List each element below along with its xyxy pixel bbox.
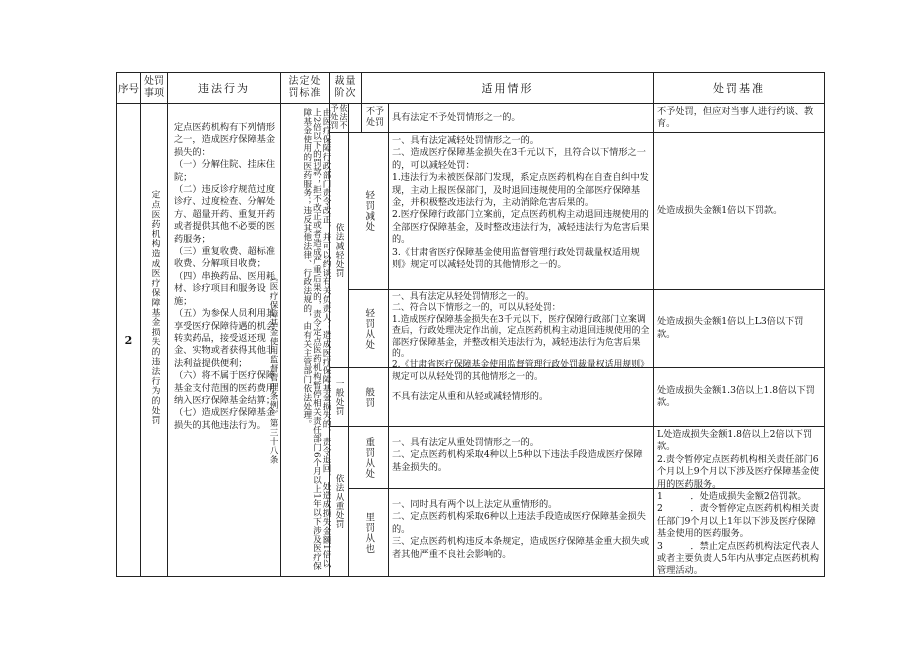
header-situation: 适用情形 bbox=[361, 72, 654, 104]
header-basis: 法定处罚标准 bbox=[280, 72, 330, 104]
standard-no-penalty: 不予处罚，但应对当事人进行约谈、教育。 bbox=[653, 103, 825, 133]
behavior-line: （三）重复收费、超标准收费、分解项目收费； bbox=[174, 246, 276, 270]
header-level: 裁量阶次 bbox=[329, 72, 362, 104]
level-sub-no-penalty: 不予处罚 bbox=[361, 103, 389, 133]
situation-no-penalty: 具有法定不予处罚情形之一的。 bbox=[388, 103, 654, 133]
basis-penalty: 由医疗保障行政部门责令改正，并可以约谈有关负责人；造成医疗保障基金损失的，责令退回，处造成损失金额1倍以上2倍以下的罚款；拒不改正或者造成严重后果的，责令定点医药机构暂停相关责任部门6个月以上1年以下涉及医疗保障基金使用的医药服务；违反其他法律、行政法规的，由有关主管部门依法处理。 bbox=[301, 108, 331, 571]
level-sub-heavier: 重罚从处 bbox=[348, 426, 389, 489]
behavior-line: （四）串换药品、医用耗材、诊疗项目和服务设施； bbox=[174, 270, 276, 307]
row-number: 2 bbox=[116, 103, 141, 577]
behavior-line: （一）分解住院、挂床住院； bbox=[174, 159, 276, 183]
behavior-line: 定点医药机构有下列情形之一，造成医疗保障基金损失的： bbox=[174, 122, 276, 158]
standard-reduced: 处造成损失金额1倍以下罚款。 bbox=[653, 132, 825, 290]
behavior-line: （二）违反诊疗规范过度诊疗、过度检查、分解处方、超量开药、重复开药或者提供其他不必要的医药服务； bbox=[174, 184, 276, 245]
level-spacer bbox=[348, 103, 362, 133]
level-sub-general: 般罚 bbox=[348, 367, 389, 427]
basis-law-ref-area bbox=[252, 267, 280, 577]
level-group-no-penalty: 依法不予处罚 bbox=[329, 103, 349, 133]
level-group-general: 一般处罚 bbox=[329, 367, 349, 427]
level-group-reduced: 依法减轻处罚 bbox=[329, 132, 349, 368]
situation-heaviest: 一、同时具有两个以上法定从重情形的。 二、定点医药机构采取6种以上违法手段造成医疗保障基金损失的。 三、定点医药机构违反本条规定，造成医疗保障基金重大损失或者其他严重不良社会影响的。 bbox=[388, 488, 654, 577]
standard-heaviest: 1 ．处造成损失金额2倍罚款。 2 ．责令暂停定点医药机构相关责任部门9个月以上1年以下涉及医疗保障基金使用的医药服务。 3 ．禁止定点医药机构法定代表人或者主要负责人5年内从事定点医药机构管理活动。 bbox=[653, 488, 825, 577]
standard-heavier: L处造成损失金额1.8倍以上2倍以下罚款。 2.责令暂停定点医药机构相关责任部门6个月以上9个月以下涉及医疗保障基金使用的医药服务。 bbox=[653, 426, 825, 489]
level-group-heavier: 依法从重处罚 bbox=[329, 426, 349, 577]
situation-general: 不具有法定从重和从轻或减轻情形的。 bbox=[388, 367, 654, 427]
header-behavior: 违法行为 bbox=[167, 72, 281, 104]
level-sub-heaviest: 里罚从也 bbox=[348, 488, 389, 577]
level-sub-lighter: 轻罚从处 bbox=[348, 289, 389, 368]
behavior-line: （七）造成医疗保障基金损失的其他违法行为。 bbox=[174, 407, 276, 431]
header-item: 处罚事项 bbox=[140, 72, 168, 104]
header-seq: 序号 bbox=[116, 72, 141, 104]
situation-heavier: 一、具有法定从重处罚情形之一的。 二、定点医药机构采取4种以上5种以下违法手段造成医疗保障基金损失的。 bbox=[388, 426, 654, 489]
behavior-line: （五）为参保人员利用其享受医疗保障待遇的机会转卖药品，接受返还现金、实物或者获得其他非法利益提供便利； bbox=[174, 308, 276, 369]
situation-lighter: 一、具有法定从轻处罚情形之一的。 二、符合以下情形之一的，可以从轻处罚： 1.造成医疗保障基金损失在3千元以下，医疗保障行政部门立案调查后，行政处理决定作出前，定点医药机构主动退回违规使用的全部医疗保障基金，并整改相关违法行为，减轻违法行为危害后果的。 2.《甘肃省医疗保障基金使用监督管理行政处罚裁量权适用规则》规定可以从轻处罚的其他情形之一的。 bbox=[388, 289, 654, 368]
basis-law-ref: 《医疗保障基金使用监督管理条例》第三十八条 bbox=[268, 273, 278, 465]
level-group-lighter bbox=[329, 132, 349, 368]
standard-lighter: 处造成损失金额1倍以上L3倍以下罚款。 bbox=[653, 289, 825, 368]
level-sub-reduced: 轻罚减处 bbox=[348, 132, 389, 290]
standard-general: 处造成损失金额1.3倍以上1.8倍以下罚款。 bbox=[653, 367, 825, 427]
legal-basis bbox=[280, 103, 330, 577]
penalty-item: 定点医药机构造成医疗保障基金损失的违法行为的处罚 bbox=[140, 103, 168, 577]
header-standard: 处罚基准 bbox=[653, 72, 825, 104]
situation-reduced: 一、具有法定减轻处罚情形之一的。 二、造成医疗保障基金损失在3千元以下，且符合以下情形之一的，可以减轻处罚： 1.违法行为未被医保部门发现，系定点医药机构在自查自纠中发现，主动上报医保部门，及时退回违规使用的全部医疗保障基金，并积极整改违法行为，主动消除危害后果的。 2.医疗保障行政部门立案前，定点医药机构主动退回违规使用的全部医疗保障基金，及时整改违法行为，减轻违法行为危害后果的。 3.《甘肃省医疗保障基金使用监督管理行政处罚裁量权适用规则》规定可以减轻处罚的其他情形之一的。 bbox=[388, 132, 654, 290]
behavior-line: （六）将不属于医疗保障基金支付范围的医药费用纳入医疗保障基金结算； bbox=[174, 370, 276, 406]
